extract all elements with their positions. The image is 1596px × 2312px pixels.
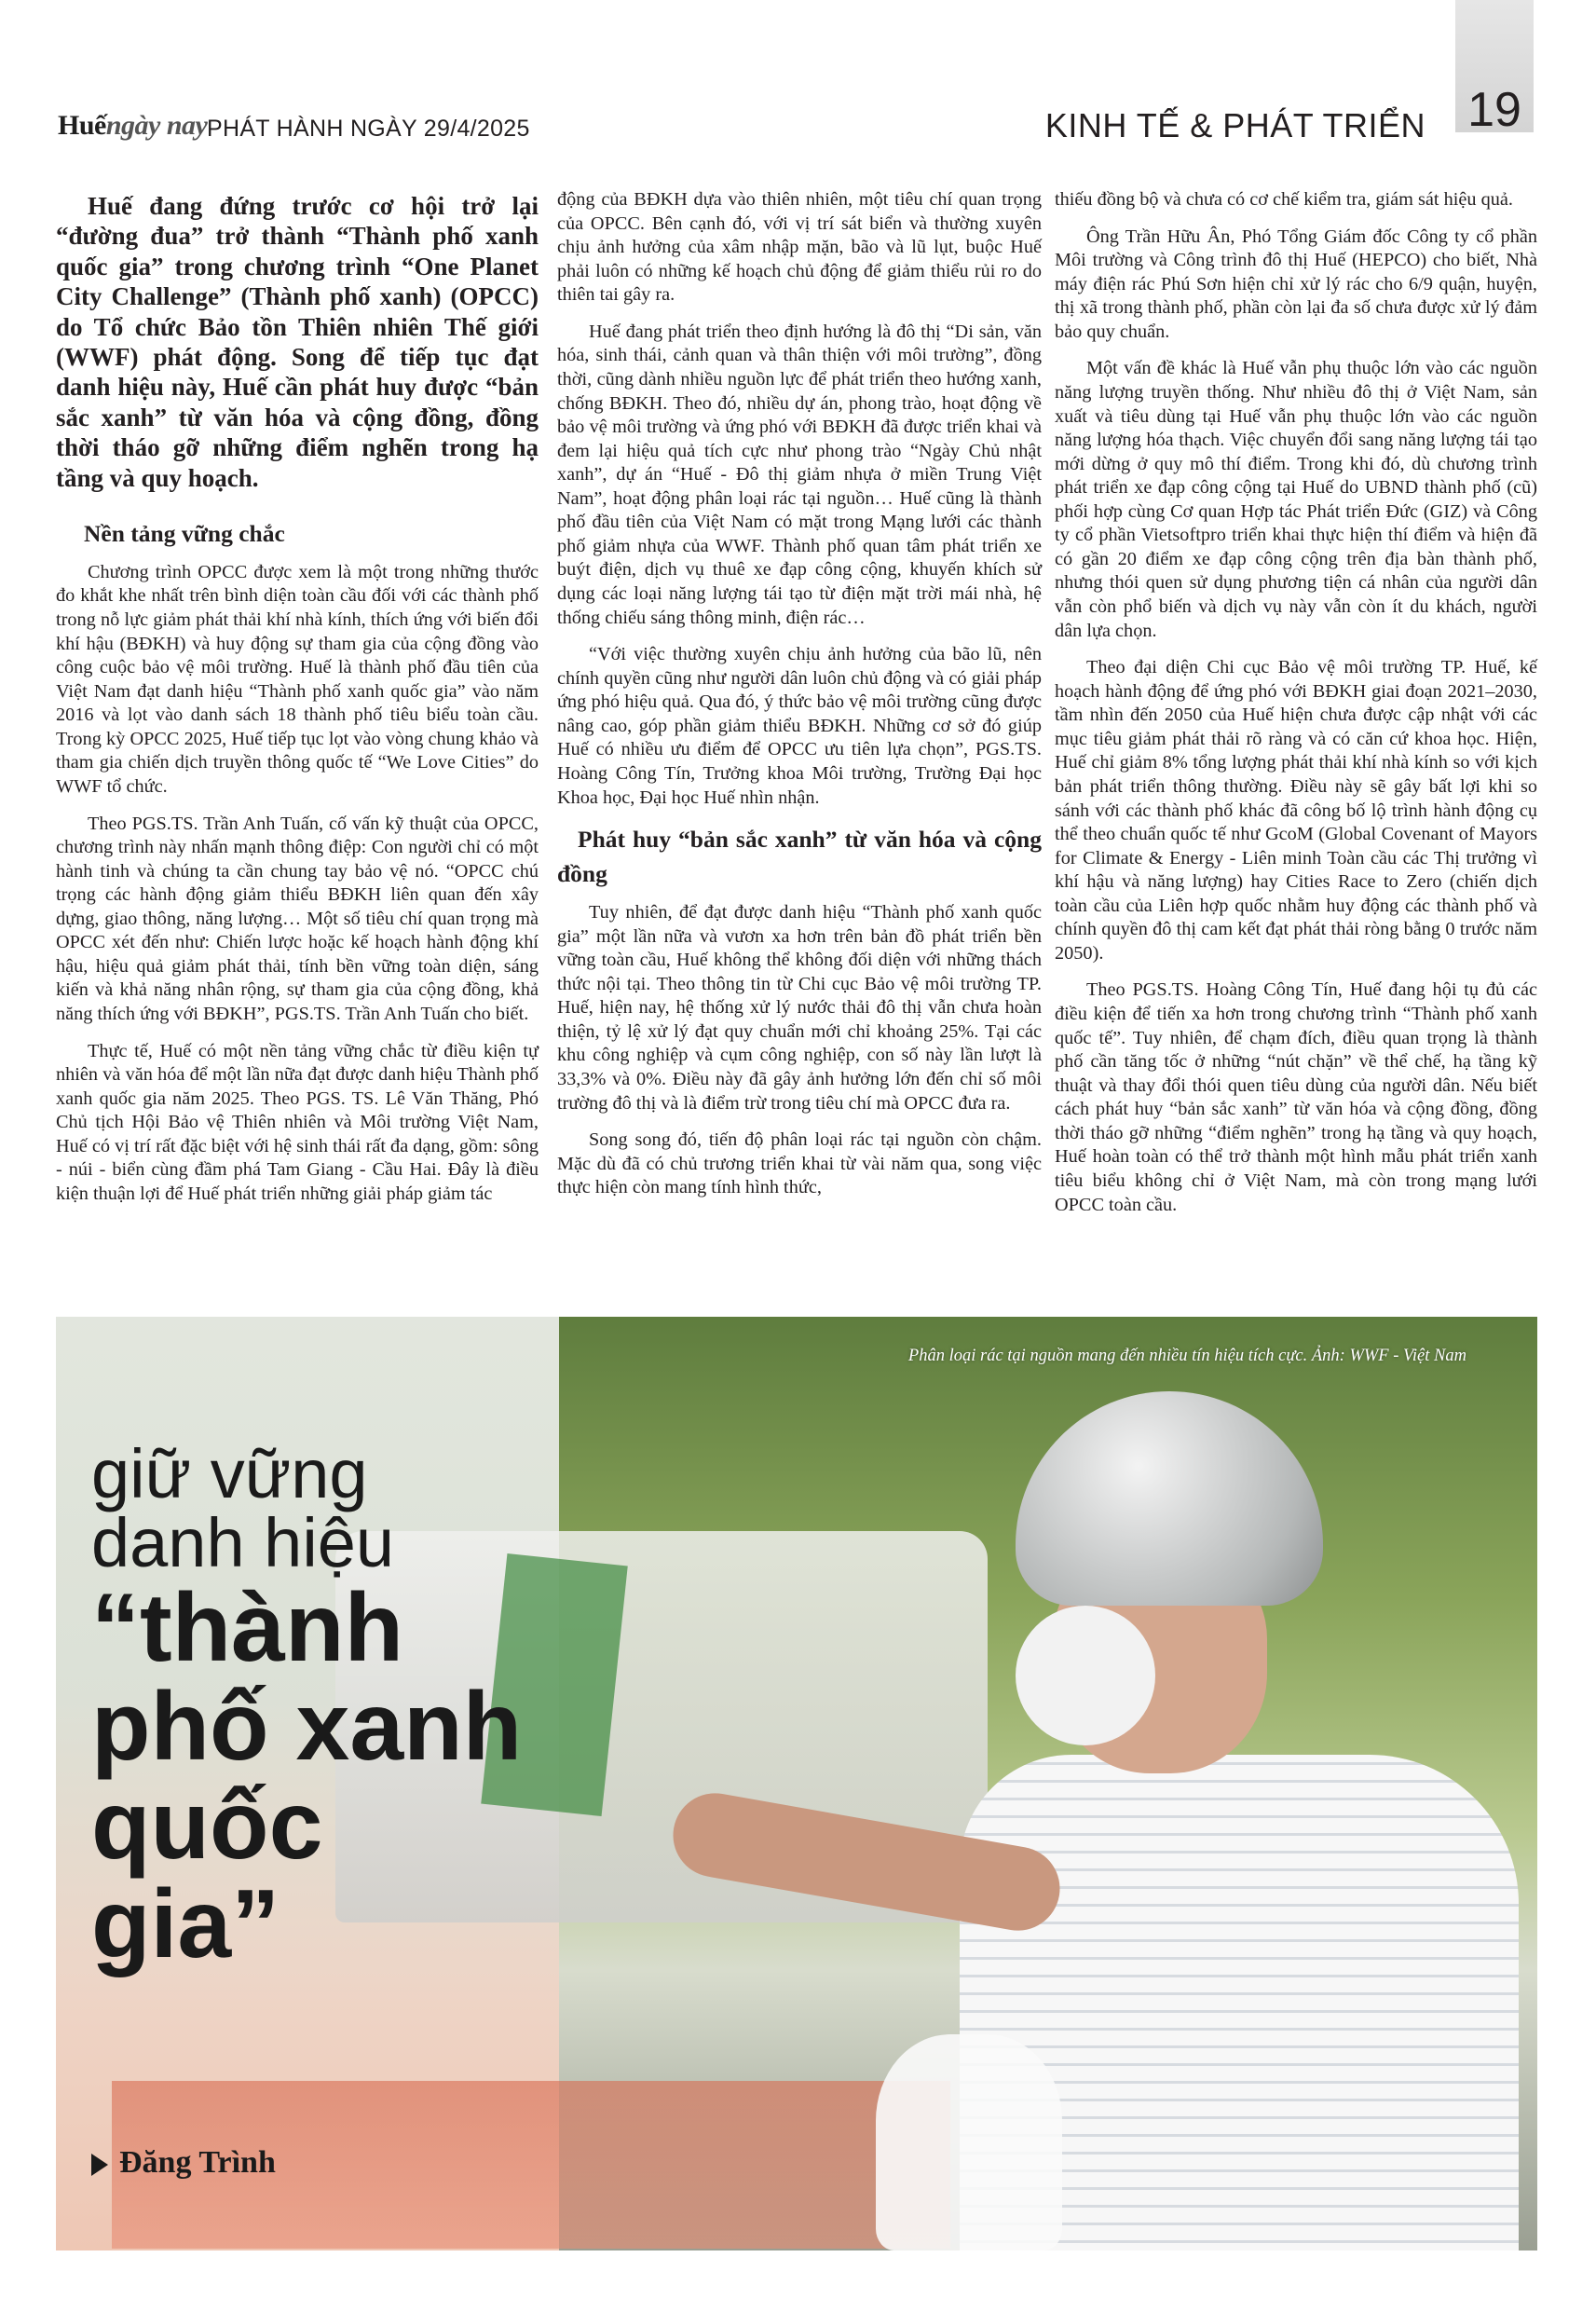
plastic-bag-shape [876, 2034, 1062, 2250]
paragraph: Song song đó, tiến độ phân loại rác tại nguồn còn chậm. Mặc dù đã có chủ trương triển khai từ vài năm qua, song việc thực hiện còn mang tính hình thức, [557, 1129, 1042, 1198]
paragraph: động của BĐKH dựa vào thiên nhiên, một tiêu chí quan trọng của OPCC. Bên cạnh đó, với vị trí sát biển và thường xuyên chịu ảnh hưởng của xâm nhập mặn, bão và lũ lụt, buộc Huế phải luôn có những kế hoạch chủ động để giảm thiểu rủi ro do thiên tai gây ra. [557, 189, 1042, 306]
play-triangle-icon [91, 2154, 108, 2176]
paragraph: Ông Trần Hữu Ân, Phó Tổng Giám đốc Công ty cổ phần Môi trường và Công trình đô thị Huế (HEPCO) cho biết, Nhà máy điện rác Phú Sơn hiện chỉ xử lý rác cho 6/9 quận, huyện, thị xã trong thành phố, phần còn lại đa số chưa được xử lý đảm bảo quy chuẩn. [1055, 226, 1537, 342]
paragraph: Thực tế, Huế có một nền tảng vững chắc từ điều kiện tự nhiên và văn hóa để một lần nữa đạt được danh hiệu Thành phố xanh quốc gia năm 2025. Theo PGS. TS. Lê Văn Thăng, Phó Chủ tịch Hội Bảo vệ Thiên nhiên và Môi trường Việt Nam, Huế có vị trí rất đặc biệt với hệ sinh thái rất đa dạng, gồm: sông - núi - biển cùng đầm phá Tam Giang - Cầu Hai. Đây là điều kiện thuận lợi để Huế phát triển những giải pháp giảm tác [56, 1040, 539, 1204]
title-line: danh hiệu [91, 1504, 395, 1581]
logo-part1: Huế [58, 110, 106, 141]
paragraph: “Với việc thường xuyên chịu ảnh hưởng của bão lũ, nên chính quyền cũng như người dân luôn chủ động và có giải pháp ứng phó hiệu quả. Qua đó, ý thức bảo vệ môi trường cũng được nâng cao, góp phần giảm thiểu BĐKH. Những cơ sở đó giúp Huế có nhiều ưu điểm để OPCC ưu tiên lựa chọn”, PGS.TS. Hoàng Công Tín, Trưởng khoa Môi trường, Trường Đại học Khoa học, Đại học Huế nhìn nhận. [557, 644, 1042, 808]
helmet-shape [1016, 1391, 1323, 1606]
page-number: 19 [1467, 83, 1521, 137]
paragraph: thiếu đồng bộ và chưa có cơ chế kiểm tra, giám sát hiệu quả. [1055, 189, 1513, 210]
paragraph: Chương trình OPCC được xem là một trong những thước đo khắt khe nhất trên bình diện toàn cầu đối với các thành phố trong nỗ lực giảm phát thải khí nhà kính, thích ứng với biến đổi khí hậu (BĐKH) và huy động sự tham gia của cộng đồng vào công cuộc bảo vệ môi trường. Huế là thành phố đầu tiên của Việt Nam đạt danh hiệu “Thành phố xanh quốc gia” vào năm 2016 và lọt vào danh sách 18 thành phố tiêu biểu toàn cầu. Trong kỳ OPCC 2025, Huế tiếp tục lọt vào vòng chung khảo và tham gia chiến dịch truyền thông quốc tế “We Love Cities” do WWF tổ chức. [56, 561, 539, 797]
paragraph: Theo PGS.TS. Hoàng Công Tín, Huế đang hội tụ đủ các điều kiện để tiến xa hơn trong chương trình “Thành phố xanh quốc tế”. Tuy nhiên, để chạm đích, điều quan trọng là thành phố cần tăng tốc ở những “nút chặn” về thể chế, hạ tầng kỹ thuật và thay đổi thói quen tiêu dùng của người dân. Nếu biết cách phát huy “bản sắc xanh” từ văn hóa và cộng đồng, đồng thời tháo gỡ những “điểm nghẽn” trong hạ tầng và quy hoạch, Huế hoàn toàn có thể trở thành một hình mẫu phát triển xanh tiêu biểu không chỉ ở Việt Nam, mà còn trong mạng lưới OPCC toàn cầu. [1055, 979, 1537, 1215]
paragraph: Theo đại diện Chi cục Bảo vệ môi trường TP. Huế, kế hoạch hành động để ứng phó với BĐKH giai đoạn 2021–2030, tầm nhìn đến 2050 của Huế hiện chưa được cập nhật với các mục tiêu giảm phát thải rõ ràng và có căn cứ khoa học. Hiện, Huế chỉ giảm 8% tổng lượng phát thải khí nhà kính so với kịch bản phát triển thông thường. Điều này sẽ gây bất lợi khi so sánh với các thành phố khác đã công bố lộ trình hành động cụ thể theo chuẩn quốc tế như GcoM (Global Covenant of Mayors for Climate & Energy - Liên minh Toàn cầu các Thị trưởng vì khí hậu và năng lượng) hay Cities Race to Zero (chiến dịch toàn cầu của Liên hợp quốc nhằm huy động các thành phố và chính quyền đô thị cam kết đạt phát thải ròng bằng 0 trước năm 2050). [1055, 657, 1537, 964]
title-line: phố xanh [91, 1672, 523, 1781]
title-line: giữ vững [91, 1435, 368, 1512]
masthead-logo [58, 110, 207, 142]
paragraph: Huế đang phát triển theo định hướng là đô thị “Di sản, văn hóa, sinh thái, cảnh quan và thân thiện với môi trường”, đồng thời, cũng dành nhiều nguồn lực để phát triển theo hướng xanh, chống BĐKH. Theo đó, nhiều dự án, phong trào, hoạt động về bảo vệ môi trường và ứng phó với BĐKH đã được triển khai và đem lại hiệu quả tích cực như phong trào “Ngày Chủ nhật xanh”, dự án “Huế - Đô thị giảm nhựa ở miền Trung Việt Nam”, hoạt động phân loại rác tại nguồn… Huế cũng là thành phố đầu tiên của Việt Nam có mặt trong Mạng lưới các thành phố giảm nhựa của WWF. Thành phố quan tâm phát triển xe buýt điện, dịch vụ thuê xe đạp công cộng, khuyến khích sử dụng các loại năng lượng tái tạo từ điện mặt trời mái nhà, hệ thống chiếu sáng thông minh, điện rác… [557, 321, 1042, 628]
article-lead: Huế đang đứng trước cơ hội trở lại “đường đua” trở thành “Thành phố xanh quốc gia” trong chương trình “One Planet City Challenge” (Thành phố xanh) (OPCC) do Tổ chức Bảo tồn Thiên nhiên Thế giới (WWF) phát động. Song để tiếp tục đạt danh hiệu này, Huế cần phát huy được “bản sắc xanh” từ văn hóa và cộng đồng, đồng thời tháo gỡ những điểm nghẽn trong hạ tầng và quy hoạch. [56, 192, 539, 492]
section-title: KINH TẾ & PHÁT TRIỂN [1044, 106, 1425, 144]
paragraph: Theo PGS.TS. Trần Anh Tuấn, cố vấn kỹ thuật của OPCC, chương trình này nhấn mạnh thông điệp: Con người chỉ có một hành tinh và chúng ta cần chung tay bảo vệ nó. “OPCC chú trọng các hành động giảm thiểu BĐKH liên quan đến xây dựng, giao thông, năng lượng… Một số tiêu chí quan trọng mà OPCC xét đến như: Chiến lược hoặc kế hoạch hành động khí hậu, hiệu quả giảm phát thải, tính bền vững toàn diện, sáng kiến và khả năng nhân rộng, sự tham gia của cộng đồng, khả năng thích ứng với BĐKH”, PGS.TS. Trần Anh Tuấn cho biết. [56, 813, 539, 1024]
paragraph: Một vấn đề khác là Huế vẫn phụ thuộc lớn vào các nguồn năng lượng truyền thống. Như nhiều đô thị ở Việt Nam, sản xuất và tiêu dùng tại Huế vẫn phụ thuộc lớn vào các nguồn năng lượng hóa thạch. Việc chuyển đổi sang năng lượng tái tạo mới dừng ở quy mô thí điểm. Trong khi đó, dù chương trình phát triển xe đạp công cộng tại Huế do UBND thành phố (cũ) phối hợp cùng Cơ quan Hợp tác Phát triển Đức (GIZ) và Công ty cổ phần Vietsoftpro triển khai thực hiện thí điểm và hiện đã có gần 20 điểm xe đạp công cộng trên địa bàn thành phố, nhưng thói quen sử dụng phương tiện cá nhân của người dân vẫn còn phổ biến và dịch vụ này vẫn còn ít du khách, người dân lựa chọn. [1055, 358, 1537, 641]
column-2 [557, 188, 1042, 1213]
title-line: quốc [91, 1771, 323, 1880]
photo-caption: Phân loại rác tại nguồn mang đến nhiều tín hiệu tích cực. Ảnh: WWF - Việt Nam [907, 1347, 1466, 1365]
title-line: “thành [91, 1574, 404, 1682]
title-line: gia” [91, 1869, 280, 1978]
subhead-green-identity: Phát huy “bản sắc xanh” từ văn hóa và cộng đồng [557, 826, 1042, 888]
paragraph: Tuy nhiên, để đạt được danh hiệu “Thành phố xanh quốc gia” một lần nữa và vươn xa hơn trên bản đồ phát triển bền vững toàn cầu, Huế không thể không đối diện với những thách thức nội tại. Theo thông tin từ Chi cục Bảo vệ môi trường TP. Huế, hiện nay, hệ thống xử lý nước thải đô thị vẫn chưa hoàn thiện, tỷ lệ xử lý đạt quy chuẩn mới chỉ khoảng 25%. Tại các khu công nghiệp và cụm công nghiệp, con số này lần lượt là 33,3% và 0%. Điều này đã gây ảnh hưởng lớn đến chỉ số môi trường đô thị và là điểm trừ trong tiêu chí mà OPCC đưa ra. [557, 902, 1042, 1114]
column-1 [56, 191, 539, 1220]
author-byline [91, 2145, 276, 2181]
page-header [58, 93, 1530, 149]
author-name: Đăng Trình [119, 2145, 276, 2180]
article-title [91, 1435, 576, 1978]
subhead-foundation: Nền tảng vững chắc [84, 519, 285, 547]
logo-part2: ngày nay [105, 110, 208, 141]
issue-date: PHÁT HÀNH NGÀY 29/4/2025 [207, 116, 530, 142]
column-3 [1055, 188, 1537, 1230]
face-mask-shape [1016, 1606, 1155, 1745]
